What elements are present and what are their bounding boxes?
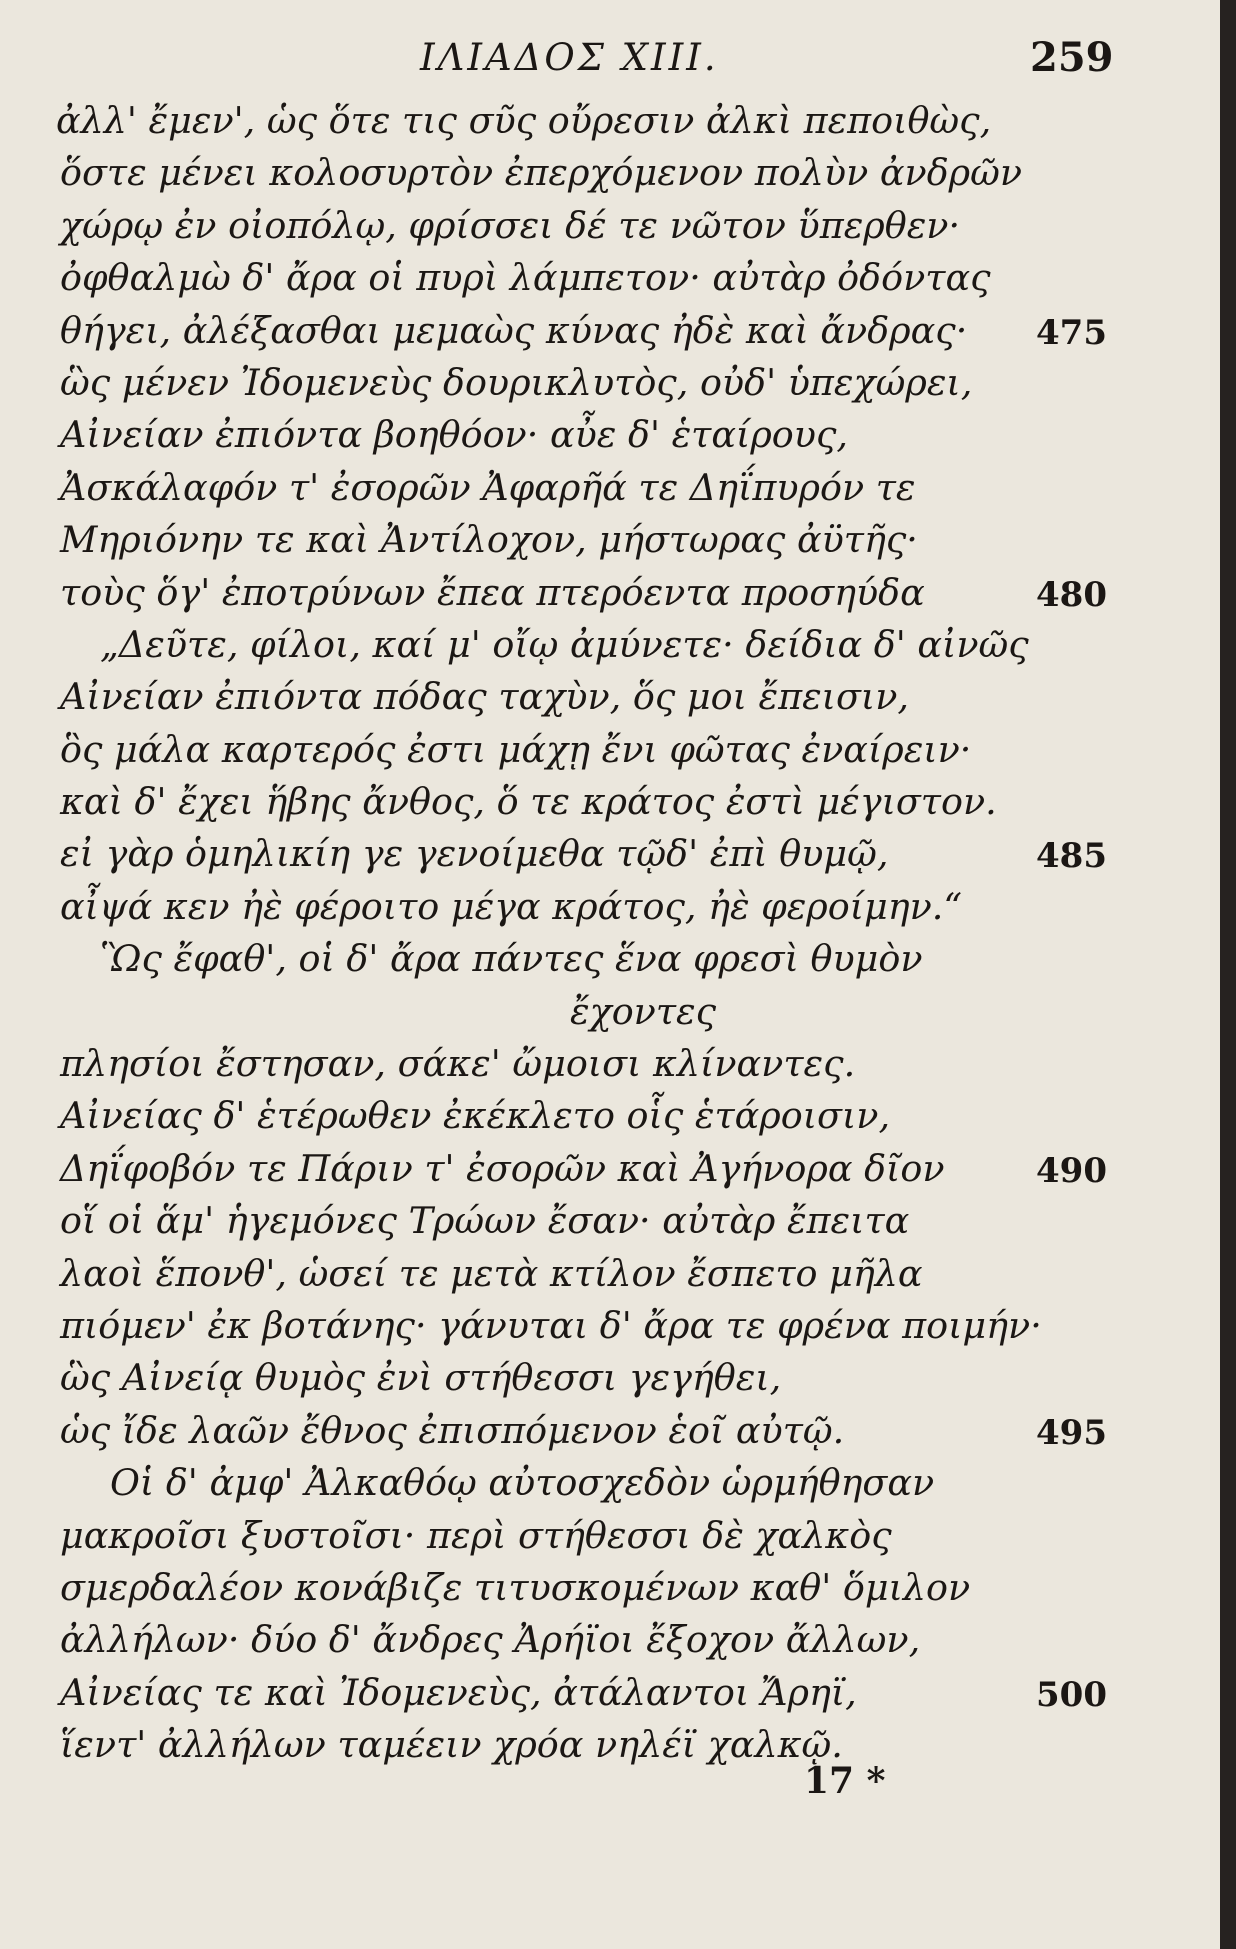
verse-line bbox=[0, 881, 1220, 933]
verse-block bbox=[0, 95, 1220, 1772]
line-number: 485 bbox=[1036, 836, 1107, 877]
verse-line bbox=[0, 567, 1220, 619]
verse-line bbox=[0, 409, 1220, 461]
verse-line bbox=[0, 1090, 1220, 1142]
verse-line bbox=[0, 305, 1220, 357]
verse-text: ὣς μένεν Ἰδομενεὺς δουρικλυτὸς, οὐδ' ὑπεχώρει, bbox=[60, 360, 973, 404]
verse-text: τοὺς ὅγ' ἐποτρύνων ἔπεα πτερόεντα προσηύδα bbox=[60, 570, 925, 614]
verse-line bbox=[0, 357, 1220, 409]
running-title: ΙΛΙΑΔΟΣ ΧΙΙΙ. bbox=[420, 36, 719, 79]
line-number: 490 bbox=[1036, 1150, 1107, 1191]
verse-text: εἰ γὰρ ὁμηλικίη γε γενοίμεθα τῷδ' ἐπὶ θυμῷ, bbox=[60, 832, 889, 876]
verse-line bbox=[0, 147, 1220, 199]
verse-text: ὡς ἴδε λαῶν ἔθνος ἐπισπόμενον ἑοῖ αὐτῷ. bbox=[60, 1408, 845, 1452]
line-number: 480 bbox=[1036, 574, 1107, 615]
verse-line bbox=[0, 933, 1220, 985]
line-number: 475 bbox=[1036, 312, 1107, 353]
verse-line bbox=[0, 1510, 1220, 1562]
verse-line bbox=[0, 1143, 1220, 1195]
verse-line bbox=[0, 671, 1220, 723]
verse-line bbox=[0, 1562, 1220, 1614]
verse-text: αἶψά κεν ἠὲ φέροιτο μέγα κράτος, ἠὲ φεροίμην.“ bbox=[60, 884, 963, 928]
verse-text: Μηριόνην τε καὶ Ἀντίλοχον, μήστωρας ἀϋτῆς· bbox=[60, 518, 918, 562]
verse-line bbox=[0, 1038, 1220, 1090]
verse-text: καὶ δ' ἔχει ἥβης ἄνθος, ὅ τε κράτος ἐστὶ μέγιστον. bbox=[60, 780, 997, 824]
verse-line bbox=[0, 1405, 1220, 1457]
signature-mark: 17 * bbox=[804, 1760, 886, 1802]
verse-line bbox=[0, 724, 1220, 776]
verse-text: ἵεντ' ἀλλήλων ταμέειν χρόα νηλέϊ χαλκῷ. bbox=[60, 1723, 843, 1767]
verse-line bbox=[0, 200, 1220, 252]
verse-text: ἀλλήλων· δύο δ' ἄνδρες Ἀρήϊοι ἔξοχον ἄλλων, bbox=[60, 1618, 921, 1662]
line-number: 500 bbox=[1036, 1674, 1107, 1715]
verse-text: Δηΐφοβόν τε Πάριν τ' ἐσορῶν καὶ Ἀγήνορα δῖον bbox=[60, 1146, 945, 1190]
verse-line bbox=[0, 462, 1220, 514]
verse-text: Αἰνείαν ἐπιόντα πόδας ταχὺν, ὅς μοι ἔπεισιν, bbox=[60, 675, 909, 719]
verse-line bbox=[0, 1352, 1220, 1404]
verse-line bbox=[0, 776, 1220, 828]
verse-line bbox=[0, 95, 1220, 147]
running-head bbox=[0, 30, 1220, 90]
verse-line bbox=[0, 1667, 1220, 1719]
verse-text: πιόμεν' ἐκ βοτάνης· γάνυται δ' ἄρα τε φρένα ποιμήν· bbox=[60, 1303, 1042, 1347]
verse-text: χώρῳ ἐν οἰοπόλῳ, φρίσσει δέ τε νῶτον ὕπερθεν· bbox=[60, 203, 961, 247]
verse-line bbox=[0, 619, 1220, 671]
verse-line bbox=[0, 1300, 1220, 1352]
line-number: 495 bbox=[1036, 1412, 1107, 1453]
verse-text: ὀφθαλμὼ δ' ἄρα οἱ πυρὶ λάμπετον· αὐτὰρ ὀδόντας bbox=[60, 256, 991, 300]
verse-line bbox=[0, 252, 1220, 304]
verse-text: ὃς μάλα καρτερός ἐστι μάχῃ ἔνι φῶτας ἐναίρειν· bbox=[60, 727, 972, 771]
verse-line-runover bbox=[0, 986, 1220, 1038]
verse-line bbox=[0, 514, 1220, 566]
verse-line bbox=[0, 1457, 1220, 1509]
verse-text: „Δεῦτε, φίλοι, καί μ' οἴῳ ἀμύνετε· δείδια δ' αἰνῶς bbox=[100, 622, 1029, 666]
verse-text: ὣς Αἰνείᾳ θυμὸς ἐνὶ στήθεσσι γεγήθει, bbox=[60, 1356, 782, 1400]
verse-text: Αἰνείας δ' ἑτέρωθεν ἐκέκλετο οἷς ἑτάροισιν, bbox=[60, 1094, 891, 1138]
verse-text: ἔχοντες bbox=[570, 989, 717, 1033]
verse-text: Ὣς ἔφαθ', οἱ δ' ἄρα πάντες ἕνα φρεσὶ θυμὸν bbox=[100, 937, 923, 981]
verse-text: σμερδαλέον κονάβιζε τιτυσκομένων καθ' ὅμιλον bbox=[60, 1565, 971, 1609]
verse-text: μακροῖσι ξυστοῖσι· περὶ στήθεσσι δὲ χαλκὸς bbox=[60, 1513, 892, 1557]
verse-line bbox=[0, 828, 1220, 880]
verse-line bbox=[0, 1614, 1220, 1666]
verse-line bbox=[0, 1719, 1220, 1771]
verse-text: θήγει, ἀλέξασθαι μεμαὼς κύνας ἠδὲ καὶ ἄνδρας· bbox=[60, 308, 968, 352]
verse-text: Αἰνείας τε καὶ Ἰδομενεὺς, ἀτάλαντοι Ἄρηϊ, bbox=[60, 1670, 857, 1714]
verse-text: Αἰνείαν ἐπιόντα βοηθόον· αὖε δ' ἑταίρους, bbox=[60, 413, 848, 457]
verse-text: ὅστε μένει κολοσυρτὸν ἐπερχόμενον πολὺν ἀνδρῶν bbox=[60, 151, 1023, 195]
verse-text: Οἱ δ' ἀμφ' Ἀλκαθόῳ αὐτοσχεδὸν ὡρμήθησαν bbox=[110, 1461, 935, 1505]
verse-text: ἀλλ' ἔμεν', ὡς ὅτε τις σῦς οὔρεσιν ἀλκὶ πεποιθὼς, bbox=[56, 99, 992, 142]
verse-text: οἵ οἱ ἅμ' ἡγεμόνες Τρώων ἔσαν· αὐτὰρ ἔπειτα bbox=[60, 1199, 910, 1243]
verse-text: λαοὶ ἕπονθ', ὡσεί τε μετὰ κτίλον ἔσπετο μῆλα bbox=[60, 1251, 923, 1295]
verse-text: Ἀσκάλαφόν τ' ἐσορῶν Ἀφαρῆά τε Δηΐπυρόν τε bbox=[60, 465, 916, 509]
verse-text: πλησίοι ἔστησαν, σάκε' ὤμοισι κλίναντες. bbox=[60, 1042, 856, 1086]
verse-line bbox=[0, 1195, 1220, 1247]
page-number: 259 bbox=[1030, 34, 1114, 81]
verse-line bbox=[0, 1248, 1220, 1300]
